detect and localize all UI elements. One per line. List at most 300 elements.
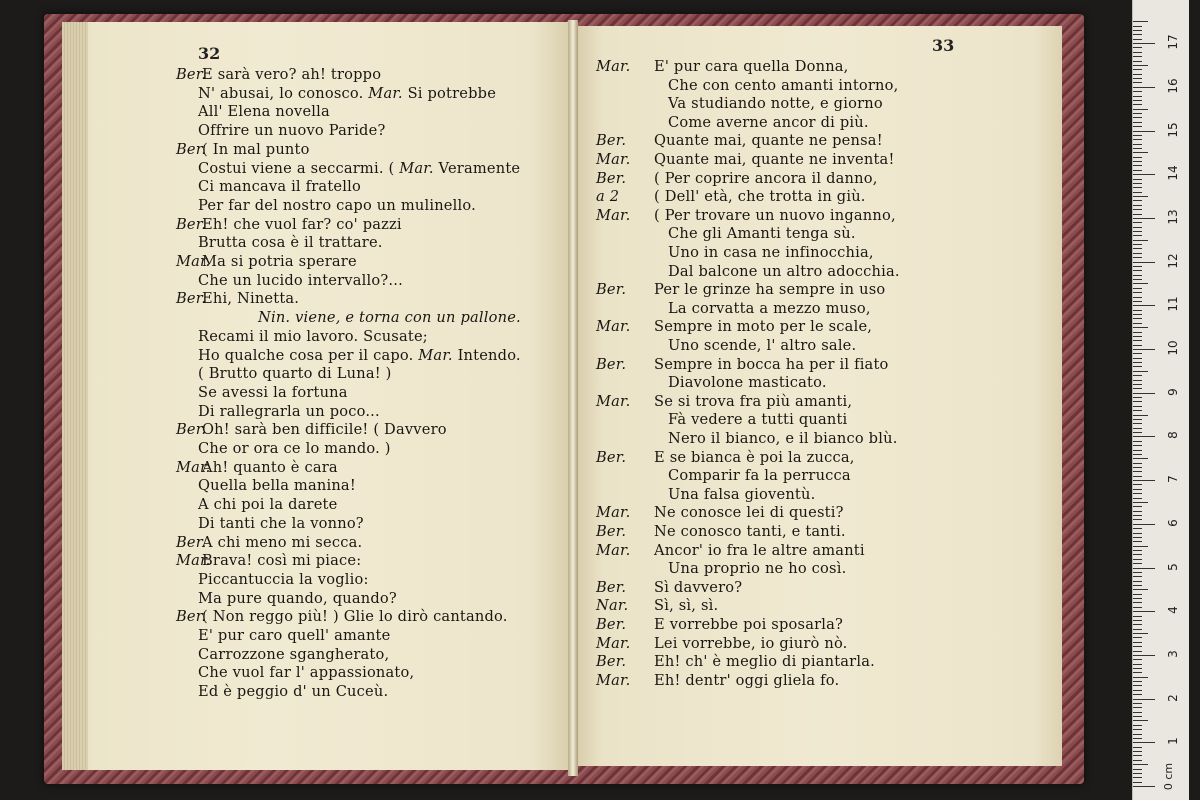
speaker-label: Mar.	[596, 58, 631, 75]
ruler-tick	[1133, 541, 1142, 542]
verse-text: Eh! dentr' oggi gliela fo.	[654, 671, 840, 689]
ruler-number: 2	[1166, 693, 1180, 702]
ruler-number: 3	[1166, 650, 1180, 658]
text-line	[668, 263, 900, 281]
verse-text: Quante mai, quante ne inventa!	[654, 151, 895, 168]
ruler-tick	[1133, 568, 1155, 569]
verse-text: Per le grinze ha sempre in uso	[654, 281, 886, 299]
text-line	[198, 477, 356, 495]
ruler-tick	[1133, 729, 1142, 730]
text-line	[198, 571, 369, 589]
verse-text: Ci mancava il fratello	[198, 178, 361, 196]
ruler-tick	[1133, 712, 1142, 713]
ruler-tick	[1133, 148, 1142, 149]
verse-text: Di tanti che la vonno?	[198, 514, 364, 532]
ruler-tick	[1133, 515, 1142, 516]
ruler-tick	[1133, 109, 1148, 110]
text-line	[596, 281, 885, 299]
ruler-tick	[1133, 598, 1142, 599]
ruler-tick	[1133, 205, 1142, 206]
verse-text: Eh! ch' è meglio di piantarla.	[654, 653, 875, 671]
ruler-tick	[1133, 694, 1142, 695]
verse-text: E' pur caro quell' amante	[198, 627, 391, 644]
ruler-tick	[1133, 69, 1142, 70]
ruler-tick	[1133, 585, 1142, 586]
ruler-tick	[1133, 493, 1142, 494]
ruler-number: 1	[1166, 737, 1180, 746]
ruler-tick	[1133, 572, 1142, 573]
ruler-number: 16	[1166, 78, 1180, 94]
verse-text: Ed è peggio d' un Cuceù.	[198, 683, 389, 701]
ruler-tick	[1133, 751, 1142, 752]
text-line	[176, 421, 447, 439]
verse-text: Comparir fa la perrucca	[668, 467, 851, 485]
verse-text: Carrozzone sgangherato,	[198, 645, 390, 663]
ruler-tick	[1133, 489, 1142, 490]
text-line	[176, 290, 299, 308]
ruler-tick	[1133, 747, 1142, 748]
verse-text: All' Elena novella	[198, 103, 330, 121]
ruler-tick	[1133, 624, 1142, 625]
ruler-number: 4	[1166, 606, 1180, 615]
ruler-tick	[1133, 336, 1142, 337]
speaker-label: Ber.	[596, 355, 627, 373]
ruler-tick	[1133, 720, 1148, 721]
speaker-label: Nar.	[596, 597, 629, 615]
speaker-label: Ber.	[596, 653, 627, 671]
verse-text: Ah! quanto è cara	[202, 458, 338, 476]
ruler-tick	[1133, 484, 1142, 485]
text-line	[198, 85, 496, 103]
ruler-tick	[1133, 685, 1142, 686]
text-line	[198, 440, 391, 458]
ruler-tick	[1133, 769, 1142, 770]
ruler-tick	[1133, 668, 1142, 669]
ruler-tick	[1133, 436, 1155, 437]
verse-text: ( Dell' età, che trotta in giù.	[654, 188, 866, 206]
text-line	[596, 170, 878, 188]
ruler-number: 9	[1166, 387, 1180, 396]
text-line	[198, 234, 383, 252]
text-line	[176, 459, 338, 477]
ruler-tick	[1133, 231, 1142, 232]
verse-text: Una falsa gioventù.	[668, 485, 816, 503]
text-line	[668, 411, 847, 429]
text-line	[596, 132, 883, 150]
ruler-tick	[1133, 152, 1148, 153]
verse-text: E' pur cara quella Donna,	[654, 58, 849, 75]
ruler-tick	[1133, 393, 1155, 394]
ruler-tick	[1133, 659, 1142, 660]
ruler-tick	[1133, 222, 1142, 223]
ruler-tick	[1133, 607, 1142, 608]
ruler-tick	[1133, 82, 1142, 83]
ruler-tick	[1133, 279, 1142, 280]
ruler-tick	[1133, 528, 1142, 529]
page-number: 32	[198, 44, 221, 63]
verse-text: ( Non reggo più! ) Glie lo dirò cantando.	[202, 608, 508, 626]
speaker-label: Ber.	[596, 281, 627, 299]
ruler-tick	[1133, 454, 1142, 455]
text-line	[596, 523, 846, 541]
ruler-tick	[1133, 423, 1142, 424]
ruler-tick	[1133, 703, 1142, 704]
speaker-label: Mar.	[596, 634, 631, 652]
text-line	[198, 683, 388, 701]
text-line	[198, 328, 428, 346]
ruler-tick	[1133, 611, 1155, 612]
verse-text: Sì, sì, sì.	[654, 597, 719, 615]
ruler-tick	[1133, 21, 1148, 22]
verse-text: Ne conosco tanti, e tanti.	[654, 523, 846, 540]
ruler-tick	[1133, 463, 1142, 464]
speaker-label: Ber.	[176, 290, 207, 308]
speaker-label: Mar.	[363, 84, 408, 102]
text-line	[198, 384, 348, 402]
text-line	[198, 272, 403, 290]
speaker-label: Ber.	[176, 140, 207, 158]
ruler-tick	[1133, 288, 1142, 289]
text-line	[668, 374, 827, 392]
ruler-tick	[1133, 406, 1142, 407]
ruler-tick	[1133, 165, 1142, 166]
verse-text: Si potrebbe	[407, 84, 497, 102]
ruler-tick	[1133, 589, 1148, 590]
verse-text: Recami il mio lavoro. Scusate;	[198, 327, 428, 345]
text-line	[176, 141, 310, 159]
ruler-tick	[1133, 559, 1142, 560]
ruler-tick	[1133, 524, 1155, 525]
ruler-number: 13	[1166, 209, 1180, 225]
ruler-tick	[1133, 677, 1148, 678]
ruler-tick	[1133, 533, 1142, 534]
text-line	[668, 244, 874, 262]
ruler-tick	[1133, 34, 1142, 35]
ruler-tick	[1133, 183, 1142, 184]
ruler-tick	[1133, 56, 1142, 57]
verse-text: Piccantuccia la voglio:	[198, 570, 369, 588]
verse-text: Quante mai, quante ne pensa!	[654, 132, 883, 150]
verse-text: Per far del nostro capo un mulinello.	[198, 196, 476, 214]
ruler-tick	[1133, 100, 1142, 101]
text-line	[596, 393, 852, 411]
verse-text: Intendo.	[457, 346, 521, 364]
measuring-ruler	[1132, 0, 1189, 800]
ruler-tick	[1133, 113, 1142, 114]
ruler-tick	[1133, 410, 1142, 411]
ruler-tick	[1133, 257, 1142, 258]
ruler-tick	[1133, 275, 1142, 276]
ruler-tick	[1133, 117, 1142, 118]
ruler-tick	[1133, 773, 1142, 774]
ruler-tick	[1133, 362, 1142, 363]
text-line	[176, 253, 357, 271]
verse-text: E vorrebbe poi sposarla?	[654, 616, 844, 633]
verse-text: Brutta cosa è il trattare.	[198, 234, 383, 252]
verse-text: Uno in casa ne infinocchia,	[668, 244, 874, 261]
ruler-tick	[1133, 131, 1155, 132]
ruler-tick	[1133, 419, 1142, 420]
verse-text: Ho qualche cosa per il capo.	[198, 346, 414, 364]
ruler-tick	[1133, 742, 1155, 743]
ruler-tick	[1133, 96, 1142, 97]
verse-text: Quella bella manina!	[198, 477, 356, 495]
page-number: 33	[932, 36, 955, 55]
text-line	[198, 627, 390, 645]
ruler-tick	[1133, 358, 1142, 359]
verse-text: Lei vorrebbe, io giurò nò.	[654, 634, 848, 652]
ruler-tick	[1133, 506, 1142, 507]
ruler-tick	[1133, 777, 1142, 778]
ruler-number: 8	[1166, 431, 1180, 440]
ruler-unit-label: 0 cm	[1162, 762, 1176, 791]
ruler-tick	[1133, 340, 1142, 341]
book-gutter	[568, 20, 578, 776]
text-line	[198, 160, 520, 178]
ruler-tick	[1133, 52, 1142, 53]
ruler-tick	[1133, 384, 1142, 385]
ruler-tick	[1133, 253, 1142, 254]
ruler-tick	[1133, 629, 1142, 630]
speaker-label: Ber.	[596, 578, 627, 596]
verse-text: Uno scende, l' altro sale.	[668, 337, 857, 354]
ruler-tick	[1133, 266, 1142, 267]
ruler-tick	[1133, 30, 1142, 31]
verse-text: Nero il bianco, e il bianco blù.	[668, 430, 898, 447]
speaker-label: Mar.	[176, 253, 211, 270]
verse-text: Come averne ancor di più.	[668, 113, 869, 131]
text-line	[668, 467, 851, 485]
ruler-tick	[1133, 244, 1142, 245]
ruler-tick	[1133, 192, 1142, 193]
ruler-tick	[1133, 135, 1142, 136]
ruler-tick	[1133, 401, 1142, 402]
verse-text: Ma pure quando, quando?	[198, 589, 397, 607]
text-line	[668, 77, 898, 95]
ruler-tick	[1133, 755, 1142, 756]
verse-text: ( Brutto quarto di Luna! )	[198, 365, 392, 383]
verse-text: ( Per trovare un nuovo inganno,	[654, 206, 896, 224]
verse-text: ( Per coprire ancora il danno,	[654, 169, 878, 187]
ruler-tick	[1133, 65, 1148, 66]
ruler-tick	[1133, 139, 1142, 140]
text-line	[596, 635, 848, 653]
speaker-label: Mar.	[394, 159, 439, 177]
ruler-number: 10	[1166, 340, 1180, 356]
speaker-label: a 2	[596, 188, 620, 206]
text-line	[198, 103, 330, 121]
ruler-tick	[1133, 345, 1142, 346]
ruler-tick	[1133, 651, 1142, 652]
text-line	[596, 58, 849, 76]
ruler-tick	[1133, 786, 1155, 787]
verse-text: Fà vedere a tutti quanti	[668, 411, 848, 429]
text-line	[198, 646, 389, 664]
ruler-number: 17	[1166, 34, 1180, 50]
ruler-number: 12	[1166, 252, 1180, 269]
ruler-tick	[1133, 388, 1142, 389]
speaker-label: Ber.	[596, 169, 627, 187]
text-line	[198, 122, 385, 140]
ruler-tick	[1133, 581, 1142, 582]
text-line	[596, 356, 889, 374]
right-page	[574, 26, 1062, 766]
ruler-tick	[1133, 214, 1142, 215]
verse-text: Eh! che vuol far? co' pazzi	[202, 215, 402, 233]
verse-text: Costui viene a seccarmi. (	[198, 159, 395, 177]
ruler-tick	[1133, 122, 1142, 123]
ruler-tick	[1133, 218, 1155, 219]
ruler-tick	[1133, 161, 1142, 162]
verse-text: Oh! sarà ben difficile! ( Davvero	[202, 421, 447, 439]
ruler-tick	[1133, 428, 1142, 429]
verse-text: Una proprio ne ho così.	[668, 560, 847, 578]
verse-text: E se bianca è poi la zucca,	[654, 448, 855, 466]
ruler-tick	[1133, 310, 1142, 311]
ruler-number: 14	[1166, 165, 1180, 181]
text-line	[596, 449, 855, 467]
text-line	[668, 430, 898, 448]
ruler-number: 6	[1166, 518, 1180, 527]
ruler-tick	[1133, 200, 1142, 201]
ruler-tick	[1133, 126, 1142, 127]
speaker-label: Ber.	[596, 523, 627, 540]
ruler-tick	[1133, 594, 1142, 595]
ruler-tick	[1133, 602, 1142, 603]
ruler-tick	[1133, 170, 1142, 171]
ruler-tick	[1133, 26, 1142, 27]
ruler-tick	[1133, 445, 1142, 446]
verse-text: Ancor' io fra le altre amanti	[654, 541, 865, 559]
text-line	[668, 114, 869, 132]
speaker-label: Mar.	[596, 541, 631, 559]
ruler-tick	[1133, 196, 1148, 197]
ruler-tick	[1133, 690, 1142, 691]
text-line	[198, 197, 476, 215]
ruler-tick	[1133, 327, 1148, 328]
ruler-tick	[1133, 78, 1142, 79]
verse-text: Veramente	[438, 159, 521, 177]
ruler-tick	[1133, 157, 1142, 158]
ruler-tick	[1133, 637, 1142, 638]
ruler-tick	[1133, 716, 1142, 717]
verse-text: Che vuol far l' appassionato,	[198, 664, 415, 682]
speaker-label: Mar.	[596, 151, 631, 168]
text-line	[198, 178, 361, 196]
ruler-tick	[1133, 511, 1142, 512]
verse-text: Che un lucido intervallo?...	[198, 271, 403, 289]
ruler-tick	[1133, 415, 1148, 416]
speaker-label: Mar.	[596, 392, 631, 410]
ruler-tick	[1133, 646, 1142, 647]
ruler-tick	[1133, 371, 1148, 372]
ruler-tick	[1133, 554, 1142, 555]
text-line	[176, 66, 381, 84]
speaker-label: Ber.	[596, 616, 627, 633]
ruler-tick	[1133, 432, 1142, 433]
ruler-tick	[1133, 642, 1142, 643]
verse-text: Va studiando notte, e giorno	[668, 95, 883, 113]
verse-text: Ne conosce lei di questi?	[654, 504, 844, 522]
text-line	[596, 597, 718, 615]
verse-text: Ehi, Ninetta.	[202, 290, 300, 308]
verse-text: Che or ora ce lo mando. )	[198, 440, 391, 457]
speaker-label: Ber.	[176, 608, 207, 626]
verse-text: Offrire un nuovo Paride?	[198, 122, 386, 140]
verse-text: Sì davvero?	[654, 578, 743, 596]
verse-text: Ma si potria sperare	[202, 253, 357, 270]
text-line	[668, 560, 846, 578]
ruler-tick	[1133, 187, 1142, 188]
text-line	[198, 664, 414, 682]
verse-text: A chi meno mi secca.	[202, 533, 363, 551]
ruler-tick	[1133, 764, 1148, 765]
ruler-number: 15	[1166, 121, 1180, 138]
ruler-tick	[1133, 563, 1142, 564]
speaker-label: Ber.	[176, 66, 207, 83]
ruler-tick	[1133, 43, 1155, 44]
ruler-tick	[1133, 450, 1142, 451]
verse-text: E sarà vero? ah! troppo	[202, 66, 382, 83]
speaker-label: Mar.	[596, 504, 631, 522]
ruler-tick	[1133, 292, 1142, 293]
ruler-tick	[1133, 144, 1142, 145]
text-line	[668, 300, 871, 318]
text-line	[668, 95, 883, 113]
ruler-tick	[1133, 502, 1148, 503]
verse-text: Che gli Amanti tenga sù.	[668, 225, 856, 243]
ruler-tick	[1133, 248, 1142, 249]
ruler-tick	[1133, 467, 1142, 468]
text-line	[596, 579, 742, 597]
ruler-tick	[1133, 380, 1142, 381]
page-edges	[62, 22, 88, 770]
text-line	[596, 207, 896, 225]
ruler-tick	[1133, 301, 1142, 302]
ruler-number: 5	[1166, 562, 1180, 571]
ruler-tick	[1133, 537, 1142, 538]
verse-text: N' abusai, lo conosco.	[198, 84, 364, 102]
text-line	[668, 486, 815, 504]
verse-text: A chi poi la darete	[198, 496, 338, 514]
verse-text: Se si trova fra più amanti,	[654, 392, 853, 410]
text-line	[596, 151, 895, 169]
ruler-tick	[1133, 633, 1148, 634]
ruler-tick	[1133, 39, 1142, 40]
ruler-tick	[1133, 375, 1142, 376]
ruler-tick	[1133, 283, 1148, 284]
ruler-tick	[1133, 174, 1155, 175]
ruler-tick	[1133, 366, 1142, 367]
verse-text: Sempre in moto per le scale,	[654, 318, 873, 336]
ruler-tick	[1133, 305, 1155, 306]
speaker-label: Mar.	[596, 318, 631, 336]
ruler-tick	[1133, 87, 1155, 88]
speaker-label: Ber.	[176, 421, 207, 439]
speaker-label: Ber.	[176, 215, 207, 233]
text-line	[176, 534, 362, 552]
ruler-tick	[1133, 179, 1142, 180]
ruler-tick	[1133, 760, 1142, 761]
ruler-tick	[1133, 498, 1142, 499]
verse-text: La corvatta a mezzo muso,	[668, 299, 871, 317]
verse-text: ( In mal punto	[202, 140, 310, 158]
ruler-tick	[1133, 314, 1142, 315]
ruler-tick	[1133, 74, 1142, 75]
verse-text: Brava! così mi piace:	[202, 552, 362, 570]
text-line	[596, 542, 865, 560]
ruler-tick	[1133, 471, 1142, 472]
